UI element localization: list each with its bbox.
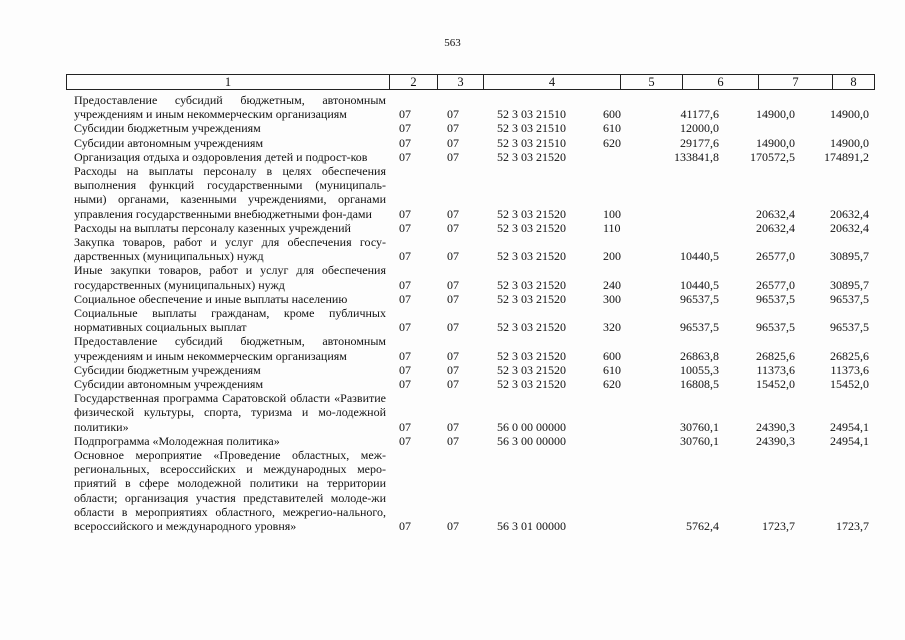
row-subsection: 07 — [447, 377, 459, 392]
row-description: Социальные выплаты гражданам, кроме публичных нормативных социальных выплат — [74, 306, 386, 335]
row-subsection: 07 — [447, 149, 459, 164]
row-amount-3: 96537,5 — [830, 291, 869, 306]
row-target-code: 52 3 03 21520 — [497, 277, 566, 292]
row-amount-2: 20632,4 — [756, 206, 795, 221]
row-target-code: 56 3 01 00000 — [497, 519, 566, 534]
row-expense-type: 100 — [603, 206, 621, 221]
row-description: Субсидии бюджетным учреждениям — [74, 121, 261, 136]
header-col-7: 7 — [759, 75, 833, 90]
row-amount-1: 30760,1 — [680, 419, 719, 434]
row-amount-1: 5762,4 — [686, 519, 719, 534]
row-subsection: 07 — [447, 320, 459, 335]
row-amount-2: 14900,0 — [756, 135, 795, 150]
row-amount-3: 15452,0 — [830, 377, 869, 392]
table-row — [0, 391, 905, 434]
row-expense-type: 610 — [603, 121, 621, 136]
table-row — [0, 164, 905, 221]
row-amount-3: 30895,7 — [830, 277, 869, 292]
row-subsection: 07 — [447, 348, 459, 363]
row-description: Субсидии бюджетным учреждениям — [74, 362, 261, 377]
row-section: 07 — [399, 291, 411, 306]
row-section: 07 — [399, 206, 411, 221]
header-col-4: 4 — [484, 75, 621, 90]
table-row — [0, 292, 905, 306]
page-number: 563 — [444, 37, 461, 49]
row-description: Предоставление субсидий бюджетным, автономным учреждениям и иным некоммерческим организациям — [74, 93, 386, 122]
row-description: Расходы на выплаты персоналу казенных учреждений — [74, 220, 351, 235]
row-description: Закупка товаров, работ и услуг для обеспечения госу-дарственных (муниципальных) нужд — [74, 235, 386, 264]
row-description: Социальное обеспечение и иные выплаты населению — [74, 291, 348, 306]
row-amount-2: 26577,0 — [756, 249, 795, 264]
row-target-code: 52 3 03 21520 — [497, 320, 566, 335]
row-subsection: 07 — [447, 220, 459, 235]
table-header — [66, 74, 875, 90]
row-expense-type: 620 — [603, 377, 621, 392]
row-amount-3: 26825,6 — [830, 348, 869, 363]
row-target-code: 52 3 03 21510 — [497, 135, 566, 150]
row-section: 07 — [399, 348, 411, 363]
table-row — [0, 448, 905, 533]
table-row — [0, 377, 905, 391]
table-row — [0, 306, 905, 334]
row-amount-2: 26825,6 — [756, 348, 795, 363]
row-amount-2: 20632,4 — [756, 220, 795, 235]
row-target-code: 52 3 03 21520 — [497, 377, 566, 392]
row-amount-2: 96537,5 — [756, 320, 795, 335]
row-expense-type: 600 — [603, 107, 621, 122]
row-expense-type: 110 — [603, 220, 621, 235]
row-amount-3: 30895,7 — [830, 249, 869, 264]
row-amount-1: 29177,6 — [680, 135, 719, 150]
table-body — [0, 93, 905, 533]
row-section: 07 — [399, 220, 411, 235]
row-description: Организация отдыха и оздоровления детей и подрост-ков — [74, 149, 368, 164]
row-amount-2: 1723,7 — [762, 519, 795, 534]
row-amount-2: 24390,3 — [756, 419, 795, 434]
row-amount-2: 11373,6 — [756, 362, 795, 377]
row-amount-3: 96537,5 — [830, 320, 869, 335]
table-row — [0, 221, 905, 235]
row-subsection: 07 — [447, 107, 459, 122]
row-expense-type: 600 — [603, 348, 621, 363]
row-subsection: 07 — [447, 135, 459, 150]
row-amount-2: 24390,3 — [756, 433, 795, 448]
row-section: 07 — [399, 362, 411, 377]
row-subsection: 07 — [447, 433, 459, 448]
row-description: Расходы на выплаты персоналу в целях обеспечения выполнения функций государственными (муниципаль-ными) органами, казенными учреждениями, органами управления государственными внебюджетными фон-дами — [74, 164, 386, 221]
header-col-2: 2 — [390, 75, 438, 90]
row-amount-3: 1723,7 — [836, 519, 869, 534]
table-row — [0, 136, 905, 150]
row-section: 07 — [399, 433, 411, 448]
table-row — [0, 93, 905, 121]
row-description: Государственная программа Саратовской области «Развитие физической культуры, спорта, туризма и мо-лодежной политики» — [74, 391, 386, 434]
row-section: 07 — [399, 149, 411, 164]
table-row — [0, 121, 905, 135]
row-target-code: 52 3 03 21520 — [497, 249, 566, 264]
row-subsection: 07 — [447, 121, 459, 136]
row-subsection: 07 — [447, 277, 459, 292]
row-section: 07 — [399, 107, 411, 122]
row-section: 07 — [399, 419, 411, 434]
row-amount-1: 41177,6 — [680, 107, 719, 122]
row-expense-type: 320 — [603, 320, 621, 335]
row-amount-3: 20632,4 — [830, 206, 869, 221]
row-target-code: 52 3 03 21510 — [497, 121, 566, 136]
row-description: Подпрограмма «Молодежная политика» — [74, 433, 280, 448]
row-amount-3: 174891,2 — [824, 149, 869, 164]
row-subsection: 07 — [447, 362, 459, 377]
row-amount-2: 14900,0 — [756, 107, 795, 122]
row-section: 07 — [399, 121, 411, 136]
row-amount-1: 96537,5 — [680, 320, 719, 335]
row-amount-1: 10055,3 — [680, 362, 719, 377]
row-subsection: 07 — [447, 291, 459, 306]
row-subsection: 07 — [447, 249, 459, 264]
row-section: 07 — [399, 277, 411, 292]
row-amount-3: 24954,1 — [830, 433, 869, 448]
row-target-code: 52 3 03 21510 — [497, 107, 566, 122]
row-description: Основное мероприятие «Проведение областных, меж-региональных, всероссийских и международных меро-приятий в сфере молодежной политики на территории области; организация участия представителей молоде-жи области в мероприятиях областного, межрегио-нального, всероссийского и международного уровня» — [74, 448, 386, 534]
row-target-code: 56 3 00 00000 — [497, 433, 566, 448]
header-col-1: 1 — [67, 75, 390, 90]
row-amount-1: 96537,5 — [680, 291, 719, 306]
header-col-5: 5 — [621, 75, 683, 90]
row-subsection: 07 — [447, 519, 459, 534]
row-amount-2: 170572,5 — [750, 149, 795, 164]
row-amount-3: 20632,4 — [830, 220, 869, 235]
row-amount-1: 26863,8 — [680, 348, 719, 363]
row-amount-2: 26577,0 — [756, 277, 795, 292]
row-amount-1: 10440,5 — [680, 249, 719, 264]
row-amount-1: 12000,0 — [680, 121, 719, 136]
table-row — [0, 263, 905, 291]
row-target-code: 56 0 00 00000 — [497, 419, 566, 434]
row-expense-type: 610 — [603, 362, 621, 377]
row-amount-3: 14900,0 — [830, 107, 869, 122]
row-description: Иные закупки товаров, работ и услуг для обеспечения государственных (муниципальных) нужд — [74, 263, 386, 292]
row-amount-2: 15452,0 — [756, 377, 795, 392]
table-row — [0, 150, 905, 164]
header-col-6: 6 — [683, 75, 759, 90]
row-subsection: 07 — [447, 419, 459, 434]
row-amount-1: 133841,8 — [674, 149, 719, 164]
row-section: 07 — [399, 249, 411, 264]
table-row — [0, 235, 905, 263]
row-target-code: 52 3 03 21520 — [497, 149, 566, 164]
row-amount-3: 11373,6 — [830, 362, 869, 377]
header-col-8: 8 — [833, 75, 875, 90]
row-amount-1: 10440,5 — [680, 277, 719, 292]
row-section: 07 — [399, 320, 411, 335]
row-description: Субсидии автономным учреждениям — [74, 135, 264, 150]
row-target-code: 52 3 03 21520 — [497, 220, 566, 235]
row-target-code: 52 3 03 21520 — [497, 348, 566, 363]
header-col-3: 3 — [438, 75, 484, 90]
table-row — [0, 334, 905, 362]
row-target-code: 52 3 03 21520 — [497, 362, 566, 377]
row-expense-type: 240 — [603, 277, 621, 292]
row-expense-type: 300 — [603, 291, 621, 306]
table-row — [0, 434, 905, 448]
row-section: 07 — [399, 377, 411, 392]
table-row — [0, 363, 905, 377]
row-subsection: 07 — [447, 206, 459, 221]
row-section: 07 — [399, 519, 411, 534]
row-expense-type: 200 — [603, 249, 621, 264]
row-amount-3: 24954,1 — [830, 419, 869, 434]
row-description: Субсидии автономным учреждениям — [74, 377, 264, 392]
row-amount-2: 96537,5 — [756, 291, 795, 306]
row-section: 07 — [399, 135, 411, 150]
row-target-code: 52 3 03 21520 — [497, 206, 566, 221]
row-amount-3: 14900,0 — [830, 135, 869, 150]
row-target-code: 52 3 03 21520 — [497, 291, 566, 306]
row-amount-1: 16808,5 — [680, 377, 719, 392]
row-expense-type: 620 — [603, 135, 621, 150]
row-amount-1: 30760,1 — [680, 433, 719, 448]
row-description: Предоставление субсидий бюджетным, автономным учреждениям и иным некоммерческим организациям — [74, 334, 386, 363]
